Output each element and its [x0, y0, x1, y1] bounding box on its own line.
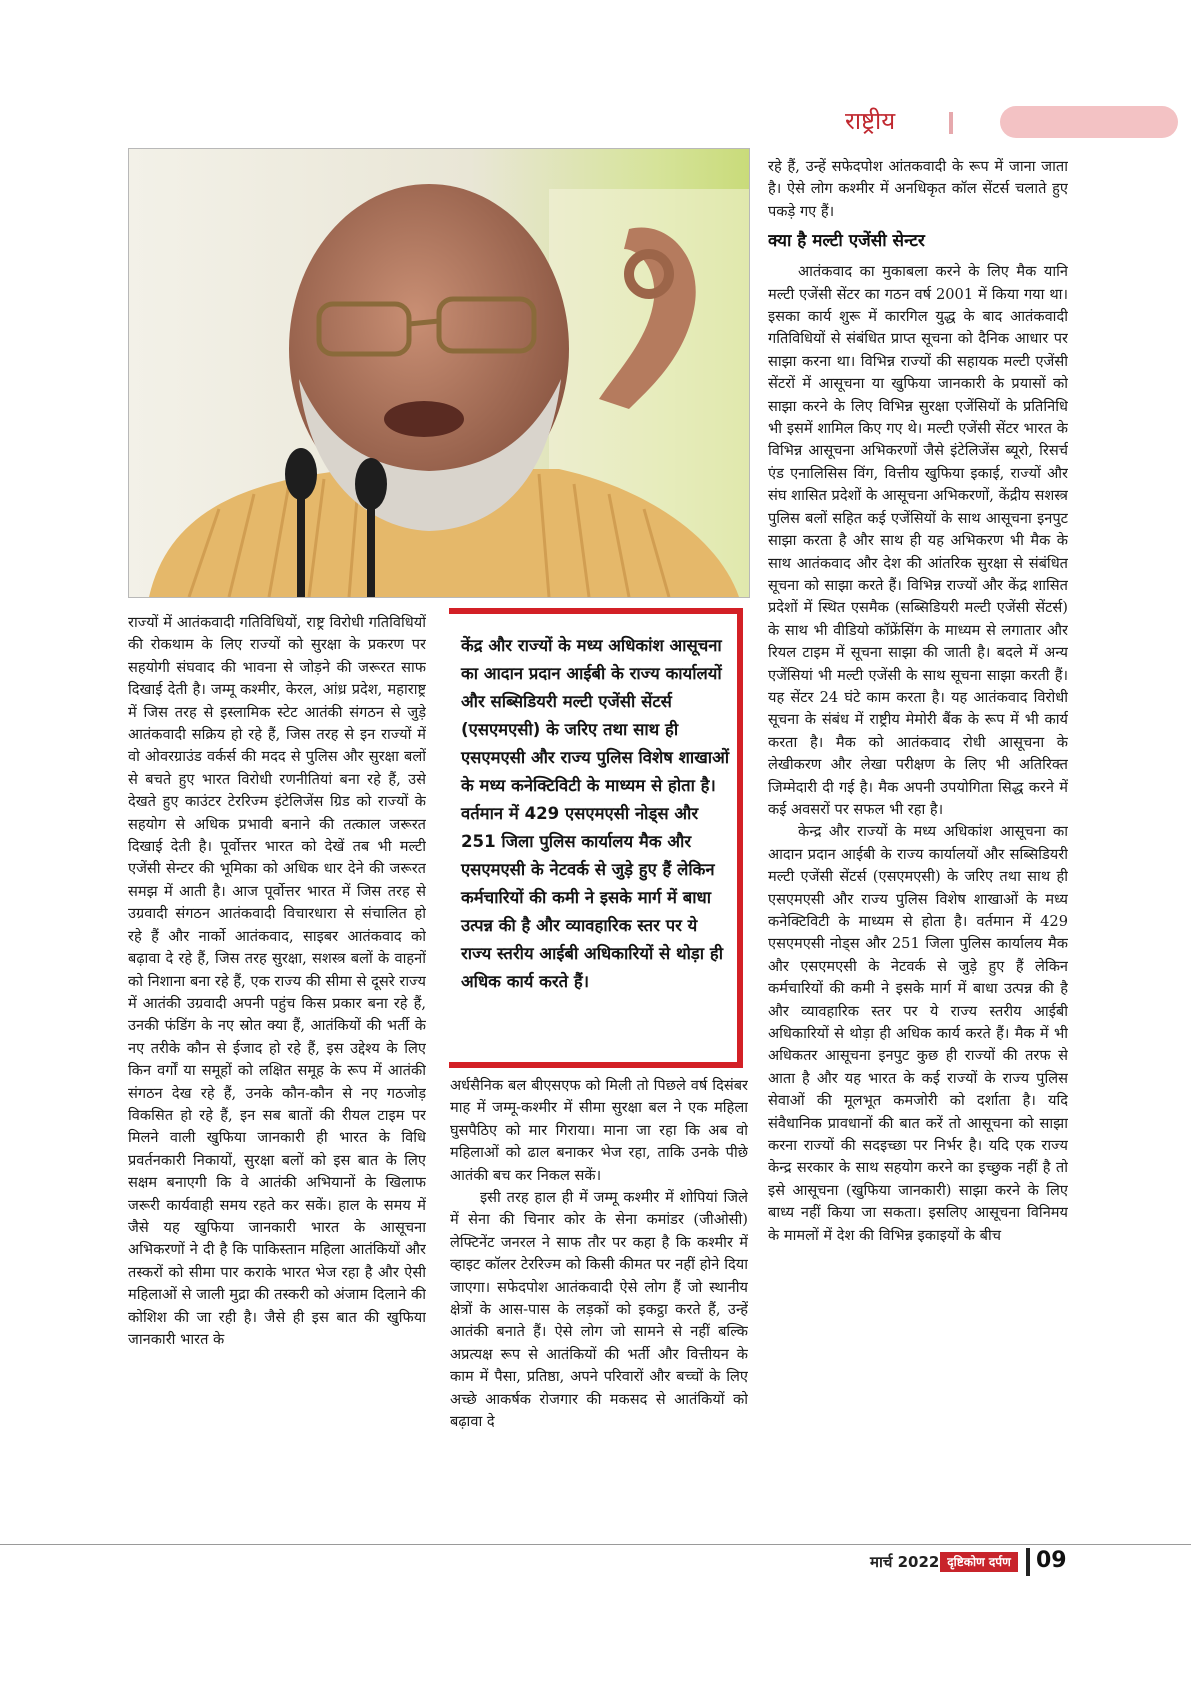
issue-date: मार्च 2022 [870, 1553, 940, 1571]
article-column-3 [768, 156, 1068, 1520]
magazine-logo: दृष्टिकोण दर्पण [940, 1552, 1018, 1572]
subheading: क्या है मल्टी एजेंसी सेन्टर [768, 231, 925, 252]
pull-quote-text: केंद्र और राज्यों के मध्य अधिकांश आसूचना का आदान प्रदान आईबी के राज्य कार्यालयों और सब्सिडियरी मल्टी एजेंसी सेंटर्स (एसएमएसी) के जरिए तथा साथ ही एसएमएसी और राज्य पुलिस विशेष शाखाओं के मध्य कनेक्टिविटी के माध्यम से होता है। वर्तमान में 429 एसएमएसी नोड्स और 251 जिला पुलिस कार्यालय मैक और एसएमएसी के नेटवर्क से जुड़े हुए हैं लेकिन कर्मचारियों की कमी ने इसके मार्ग में बाधा उत्पन्न की है और व्यावहारिक स्तर पर ये राज्य स्तरीय आईबी अधिकारियों से थोड़ा ही अधिक कार्य करते हैं। [461, 636, 730, 991]
column2-paragraph: इसी तरह हाल ही में जम्मू कश्मीर में शोपियां जिले में सेना की चिनार कोर के सेना कमांडर (जीओसी) लेफ्टिनेंट जनरल ने साफ तौर पर कहा है कि कश्मीर में व्हाइट कॉलर टेररिज्म को किसी कीमत पर नहीं होने दिया जाएगा। सफेदपोश आतंकवादी ऐसे लोग हैं जो स्थानीय क्षेत्रों के आस-पास के लड़कों को इकट्ठा करते हैं, उन्हें आतंकी बनाते हैं। ऐसे लोग जो सामने से नहीं बल्कि अप्रत्यक्ष रूप से आतंकियों की भर्ती और वित्तीयन के काम में पैसा, प्रतिष्ठा, अपने परिवारों और बच्चों के लिए अच्छे आकर्षक रोजगार की मकसद से आतंकियों को बढ़ावा दे [450, 1189, 748, 1431]
column2-paragraph: अर्धसैनिक बल बीएसएफ को मिली तो पिछले वर्ष दिसंबर माह में जम्मू-कश्मीर में सीमा सुरक्षा बल ने एक महिला घुसपैठिए को मार गिराया। माना जा रहा कि अब वो महिलाओं को ढाल बनाकर भेज रहा, ताकि उनके पीछे आतंकी बच कर निकल सकें। [450, 1077, 748, 1184]
footer-divider [0, 1544, 1191, 1545]
page-number: 09 [1036, 1548, 1067, 1573]
section-divider [949, 112, 953, 134]
section-pill-decoration [1000, 106, 1178, 138]
section-label: राष्ट्रीय [845, 107, 896, 135]
article-column-1 [128, 612, 426, 1520]
column1-paragraph: राज्यों में आतंकवादी गतिविधियों, राष्ट्र विरोधी गतिविधियों की रोकथाम के लिए राज्यों को सुरक्षा के प्रकरण पर सहयोगी संघवाद की भावना से जोड़ने की जरूरत साफ दिखाई देती है। जम्मू कश्मीर, केरल, आंध्र प्रदेश, महाराष्ट्र में जिस तरह से इस्लामिक स्टेट आतंकी संगठन से जुड़े आतंकवादी सक्रिय हो रहे हैं, जिस तरह से इन राज्यों में वो ओवरग्राउंड वर्कर्स की मदद से पुलिस और सुरक्षा बलों से बचते हुए भारत विरोधी रणनीतियां बना रहे हैं, उसे देखते हुए काउंटर टेररिज्म इंटेलिजेंस ग्रिड को राज्यों के सहयोग से अधिक प्रभावी बनाने की तत्काल जरूरत दिखाई देती है। पूर्वोत्तर भारत को देखें तब भी मल्टी एजेंसी सेन्टर की भूमिका को अधिक धार देने की जरूरत समझ में आती है। आज पूर्वोत्तर भारत में जिस तरह से उग्रवादी संगठन आतंकवादी विचारधारा से संचालित हो रहे हैं और नार्को आतंकवाद, साइबर आतंकवाद को बढ़ावा दे रहे हैं, जिस तरह सुरक्षा, सशस्त्र बलों के वाहनों को निशाना बना रहे हैं, एक राज्य की सीमा से दूसरे राज्य में आतंकी उग्रवादी अपनी पहुंच किस प्रकार बना रहे हैं, उनकी फंडिंग के नए स्रोत क्या हैं, आतंकियों की भर्ती के नए तरीके कौन से ईजाद हो रहे हैं, इस उद्देश्य के लिए किन वर्गों या समूहों को लक्षित समूह के रूप में आतंकी संगठन देख रहे हैं, उनके कौन-कौन से नए गठजोड़ विकसित हो रहे हैं, इन सब बातों की रीयल टाइम पर मिलने वाली खुफिया जानकारी ही भारत के विधि प्रवर्तनकारी निकायों, सुरक्षा बलों को इस बात के लिए सक्षम बनाएगी कि वे आतंकी अभियानों के खिलाफ जरूरी कार्यवाही समय रहते कर सकें। हाल के समय में जैसे यह खुफिया जानकारी भारत के आसूचना अभिकरणों ने दी है कि पाकिस्तान महिला आतंकियों और तस्करों को सीमा पार कराके भारत भेज रहा है और ऐसी महिलाओं से जाली मुद्रा की तस्करी को अंजाम दिलाने की कोशिश की जा रही है। जैसे ही इस बात की खुफिया जानकारी भारत के [128, 614, 426, 1348]
column3-paragraph: आतंकवाद का मुकाबला करने के लिए मैक यानि मल्टी एजेंसी सेंटर का गठन वर्ष 2001 में किया गया था। इसका कार्य शुरू में कारगिल युद्ध के बाद आतंकवादी गतिविधियों से संबंधित प्राप्त सूचना को दैनिक आधार पर साझा करना था। विभिन्न राज्यों की सहायक मल्टी एजेंसी सेंटरों में आसूचना या खुफिया जानकारी के प्रयासों को साझा करने के लिए विभिन्न सुरक्षा एजेंसियों के प्रतिनिधि भी इसमें शामिल किए गए थे। मल्टी एजेंसी सेंटर भारत के विभिन्न आसूचना अभिकरणों जैसे इंटेलिजेंस ब्यूरो, रिसर्च एंड एनालिसिस विंग, वित्तीय खुफिया इकाई, राज्यों और संघ शासित प्रदेशों के आसूचना अभिकरणों, केंद्रीय सशस्त्र पुलिस बलों सहित कई एजेंसियों के साथ आसूचना इनपुट साझा करता है और साथ ही यह अभिकरण भी मैक के साथ आतंकवाद और देश की आंतरिक सुरक्षा से संबंधित सूचना को साझा करते हैं। विभिन्न राज्यों और केंद्र शासित प्रदेशों में स्थित एसमैक (सब्सिडियरी मल्टी एजेंसी सेंटर्स) के साथ भी वीडियो कॉफ्रेंसिंग के माध्यम से लगातार और रियल टाइम में सूचना साझा की जाती है। बदले में अन्य एजेंसियां भी मल्टी एजेंसी के साथ सूचना साझा करती हैं। यह सेंटर 24 घंटे काम करता है। यह आतंकवाद विरोधी सूचना के संबंध में राष्ट्रीय मेमोरी बैंक के रूप में भी कार्य करता है। मैक को आतंकवाद रोधी आसूचना के लेखीकरण और लेखा परीक्षण के लिए भी अतिरिक्त जिम्मेदारी दी गई है। मैक अपनी उपयोगिता सिद्ध करने में कई अवसरों पर सफल भी रहा है। [768, 263, 1068, 818]
column3-paragraph: केन्द्र और राज्यों के मध्य अधिकांश आसूचना का आदान प्रदान आईबी के राज्य कार्यालयों और सब्सिडियरी मल्टी एजेंसी सेंटर्स (एसएमएसी) के जरिए तथा साथ ही एसएमएसी और राज्य पुलिस विशेष शाखाओं के मध्य कनेक्टिविटी के माध्यम से होता है। वर्तमान में 429 एसएमएसी नोड्स और 251 जिला पुलिस कार्यालय मैक और एसएमएसी के नेटवर्क से जुड़े हुए हैं लेकिन कर्मचारियों की कमी ने इसके मार्ग में बाधा उत्पन्न की है और व्यावहारिक स्तर पर ये राज्य स्तरीय आईबी अधिकारियों से थोड़ा ही अधिक कार्य करते हैं। मैक में भी अधिकतर आसूचना इनपुट कुछ ही राज्यों की तरफ से आता है और यह भारत के कई राज्यों के राज्य पुलिस सेवाओं की मूलभूत कमजोरी को दर्शाता है। यदि संवैधानिक प्रावधानों की बात करें तो आसूचना को साझा करना राज्यों की सदइच्छा पर निर्भर है। यदि एक राज्य केन्द्र सरकार के साथ सहयोग करने का इच्छुक नहीं है तो इसे आसूचना (खुफिया जानकारी) साझा करने के लिए बाध्य नहीं किया जा सकता। इसलिए आसूचना विनिमय के मामलों में देश की विभिन्न इकाइयों के बीच [768, 823, 1068, 1244]
article-column-2 [450, 1075, 748, 1521]
speaker-portrait-icon [129, 149, 749, 597]
column3-intro: रहे हैं, उन्हें सफेदपोश आंतकवादी के रूप में जाना जाता है। ऐसे लोग कश्मीर में अनधिकृत कॉल सेंटर्स चलाते हुए पकड़े गए हैं। [768, 158, 1068, 220]
article-photo [128, 148, 750, 598]
footer-separator [1026, 1548, 1030, 1576]
